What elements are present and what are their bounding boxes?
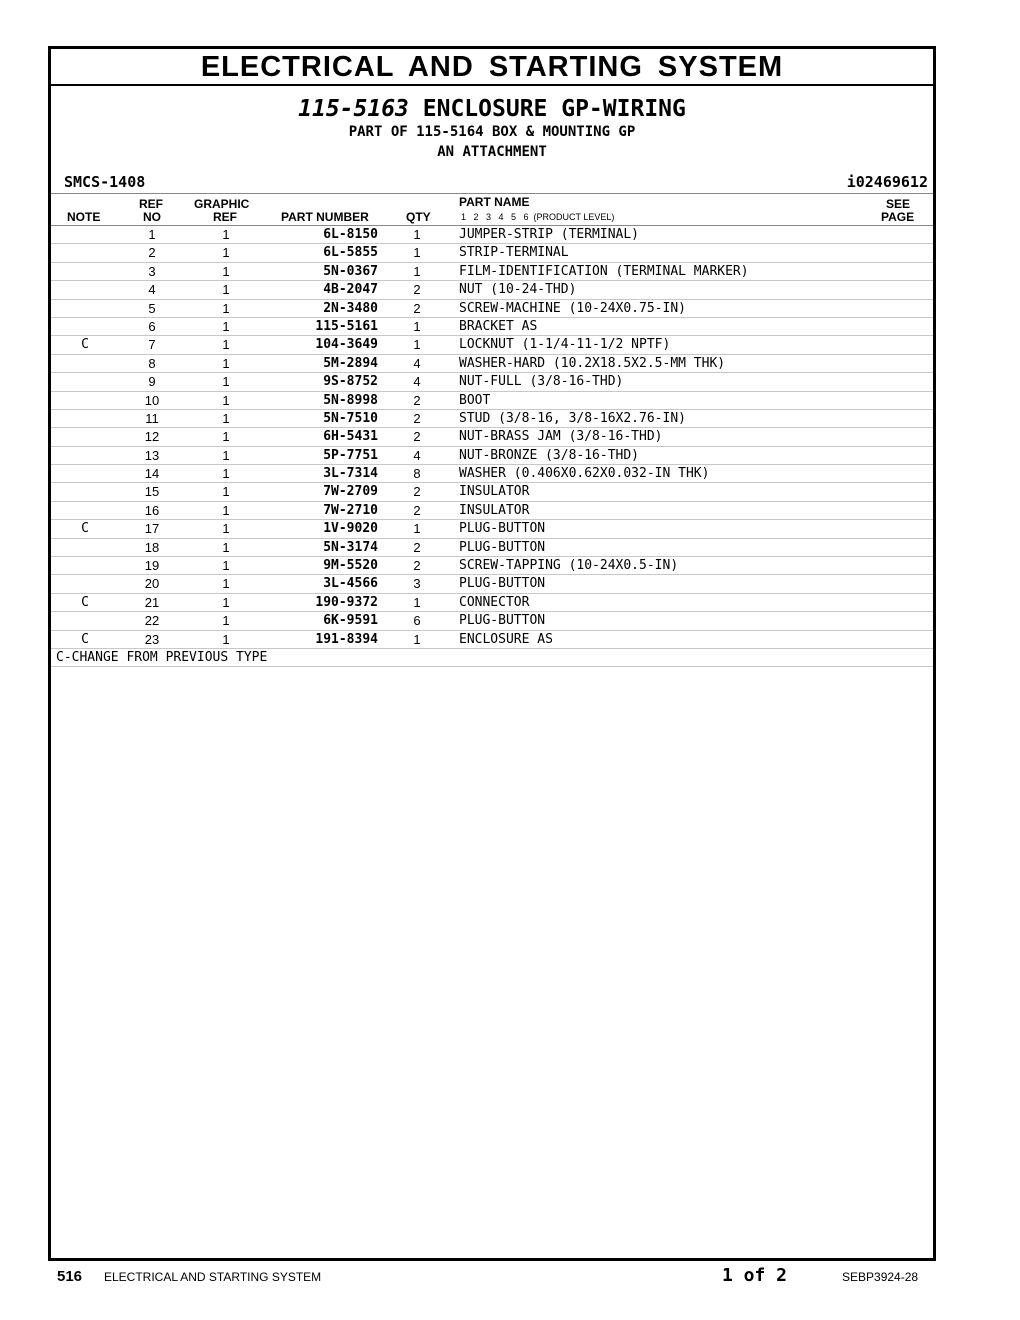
part-name-cell: SCREW-MACHINE (10-24X0.75-IN) [459,300,686,316]
part-name-cell: PLUG-BUTTON [459,521,546,537]
col-note: NOTE [67,210,101,224]
ref-no-cell: 10 [144,392,160,408]
note-cell: C [81,594,89,610]
part-name-cell: LOCKNUT (1-1/4-11-1/2 NPTF) [459,337,671,353]
part-name-cell: CONNECTOR [459,594,530,610]
part-of-line: PART OF 115-5164 BOX & MOUNTING GP [348,124,636,140]
ref-no-cell: 12 [144,429,160,445]
qty-cell: 1 [413,318,421,334]
part-number-cell: 5N-7510 [323,410,378,426]
part-number-cell: 3L-4566 [323,576,378,592]
table-row [51,244,933,262]
graphic-ref-cell: 1 [222,410,230,426]
page-number: 516 [57,1268,83,1285]
table-row [51,373,933,391]
qty-cell: 6 [413,613,421,629]
footnote: C-CHANGE FROM PREVIOUS TYPE [51,649,933,667]
table-row [51,557,933,575]
part-number-cell: 5N-8998 [323,392,378,408]
graphic-ref-cell: 1 [222,337,230,353]
ref-no-cell: 23 [144,631,160,647]
part-number-cell: 6L-5855 [323,245,378,261]
qty-cell: 2 [413,282,421,298]
graphic-ref-cell: 1 [222,484,230,500]
ref-no-cell: 9 [148,374,156,390]
part-number-cell: 7W-2710 [323,502,378,518]
qty-cell: 4 [413,374,421,390]
graphic-ref-cell: 1 [222,502,230,518]
table-row [51,465,933,483]
table-row [51,336,933,354]
part-name-cell: PLUG-BUTTON [459,539,546,555]
group-title [51,96,933,122]
qty-cell: 2 [413,502,421,518]
part-number-cell: 4B-2047 [323,282,378,298]
col-graphic-top: GRAPHIC [194,197,250,211]
part-number-cell: 190-9372 [315,594,378,610]
part-name-cell: NUT-BRONZE (3/8-16-THD) [459,447,640,463]
qty-cell: 1 [413,337,421,353]
part-name-cell: WASHER (0.406X0.62X0.032-IN THK) [459,466,710,482]
graphic-ref-cell: 1 [222,282,230,298]
qty-cell: 4 [413,355,421,371]
part-name-cell: INSULATOR [459,502,530,518]
ref-no-cell: 19 [144,558,160,574]
qty-cell: 1 [413,521,421,537]
qty-cell: 1 [413,227,421,242]
note-cell: C [81,631,89,647]
page-of: 1 of 2 [722,1265,788,1286]
col-graphic-bottom: REF [213,210,237,224]
table-row [51,483,933,501]
part-number-cell: 9M-5520 [323,558,378,574]
part-number-cell: 6H-5431 [323,429,378,445]
doc-id: SEBP3924-28 [842,1270,919,1284]
ref-no-cell: 16 [144,502,160,518]
ref-no-cell: 6 [148,318,156,334]
ref-no-cell: 11 [145,410,159,426]
graphic-ref-cell: 1 [222,613,230,629]
qty-cell: 4 [413,447,421,463]
part-number-cell: 191-8394 [315,631,378,647]
table-row [51,263,933,281]
graphic-ref-cell: 1 [222,392,230,408]
table-row [51,447,933,465]
ref-no-cell: 3 [148,263,156,279]
qty-cell: 2 [413,429,421,445]
attachment-line: AN ATTACHMENT [437,144,547,160]
qty-cell: 8 [413,466,421,482]
table-row [51,300,933,318]
graphic-ref-cell: 1 [222,594,230,610]
ref-no-cell: 2 [148,245,156,261]
part-number-cell: 104-3649 [315,337,378,353]
table-row [51,631,933,649]
col-qty: QTY [406,210,431,224]
qty-cell: 2 [413,539,421,555]
graphic-ref-cell: 1 [222,558,230,574]
part-number-cell: 3L-7314 [323,466,378,482]
graphic-ref-cell: 1 [222,521,230,537]
smcs-code: SMCS-1408 [64,173,146,191]
table-row [51,281,933,299]
group-number: 115-5163 [298,96,409,122]
part-name-cell: INSULATOR [459,484,530,500]
qty-cell: 2 [413,392,421,408]
part-number-cell: 9S-8752 [323,374,378,390]
page-footer [0,1265,1020,1289]
footer-section: ELECTRICAL AND STARTING SYSTEM [104,1270,322,1284]
qty-cell: 1 [413,245,421,261]
part-name-cell: WASHER-HARD (10.2X18.5X2.5-MM THK) [459,355,726,371]
ref-no-cell: 5 [148,300,156,316]
graphic-ref-cell: 1 [222,539,230,555]
table-row [51,612,933,630]
part-number-cell: 5P-7751 [323,447,378,463]
graphic-ref-cell: 1 [222,374,230,390]
table-row [51,520,933,538]
table-row [51,594,933,612]
part-name-cell: PLUG-BUTTON [459,613,546,629]
graphic-ref-cell: 1 [222,576,230,592]
part-name-cell: BRACKET AS [459,318,538,334]
table-row [51,410,933,428]
part-number-cell: 2N-3480 [323,300,378,316]
ref-no-cell: 7 [148,337,156,353]
ref-no-cell: 8 [148,355,156,371]
qty-cell: 2 [413,300,421,316]
qty-cell: 2 [413,484,421,500]
illustration-id: i02469612 [846,173,928,191]
part-number-cell: 7W-2709 [323,484,378,500]
col-ref-bottom: NO [143,210,161,224]
parts-list [51,226,933,649]
part-name-cell: STUD (3/8-16, 3/8-16X2.76-IN) [459,410,686,426]
part-name-cell: FILM-IDENTIFICATION (TERMINAL MARKER) [459,263,749,279]
table-header [51,193,933,226]
graphic-ref-cell: 1 [222,245,230,261]
table-row [51,355,933,373]
part-number-cell: 6K-9591 [323,613,378,629]
part-name-cell: NUT-BRASS JAM (3/8-16-THD) [459,429,663,445]
section-title: ELECTRICAL AND STARTING SYSTEM [51,49,933,86]
part-name-cell: STRIP-TERMINAL [459,245,569,261]
qty-cell: 2 [413,410,421,426]
col-part-number: PART NUMBER [281,210,369,224]
ref-no-cell: 18 [144,539,160,555]
graphic-ref-cell: 1 [222,318,230,334]
qty-cell: 3 [413,576,421,592]
qty-cell: 1 [413,594,421,610]
ref-no-cell: 13 [144,447,160,463]
qty-cell: 2 [413,558,421,574]
ref-no-cell: 22 [144,613,160,629]
ref-no-cell: 20 [144,576,160,592]
col-see-bottom: PAGE [881,210,915,224]
ref-no-cell: 21 [144,594,160,610]
ref-no-cell: 15 [144,484,160,500]
table-row [51,428,933,446]
part-name-cell: PLUG-BUTTON [459,576,546,592]
graphic-ref-cell: 1 [222,227,230,242]
graphic-ref-cell: 1 [222,631,230,647]
table-row [51,318,933,336]
note-cell: C [81,521,89,537]
col-see-top: SEE [886,197,911,211]
part-name-cell: BOOT [459,392,491,408]
table-row [51,539,933,557]
part-name-cell: NUT-FULL (3/8-16-THD) [459,374,624,390]
col-ref-top: REF [139,197,163,211]
graphic-ref-cell: 1 [222,447,230,463]
ref-no-cell: 17 [144,521,160,537]
col-part-name: PART NAME [459,195,530,209]
graphic-ref-cell: 1 [222,263,230,279]
note-cell: C [81,337,89,353]
part-number-cell: 5M-2894 [323,355,378,371]
table-row [51,226,933,244]
ref-no-cell: 14 [144,466,160,482]
graphic-ref-cell: 1 [222,429,230,445]
part-number-cell: 5N-0367 [323,263,378,279]
part-number-cell: 6L-8150 [323,227,378,242]
group-name: ENCLOSURE GP-WIRING [422,96,686,122]
table-row [51,502,933,520]
part-number-cell: 115-5161 [315,318,378,334]
ref-no-cell: 4 [148,282,156,298]
col-product-level: 1 2 3 4 5 6 (PRODUCT LEVEL) [461,212,615,222]
ref-no-cell: 1 [148,227,156,242]
part-number-cell: 1V-9020 [323,521,378,537]
qty-cell: 1 [413,631,421,647]
graphic-ref-cell: 1 [222,355,230,371]
graphic-ref-cell: 1 [222,300,230,316]
smcs-row [51,171,933,193]
part-name-cell: SCREW-TAPPING (10-24X0.5-IN) [459,558,679,574]
part-name-cell: NUT (10-24-THD) [459,282,577,298]
table-row [51,575,933,593]
part-name-cell: JUMPER-STRIP (TERMINAL) [459,227,640,242]
table-row [51,392,933,410]
qty-cell: 1 [413,263,421,279]
part-number-cell: 5N-3174 [323,539,378,555]
graphic-ref-cell: 1 [222,466,230,482]
page-frame [48,46,936,1261]
part-name-cell: ENCLOSURE AS [459,631,553,647]
